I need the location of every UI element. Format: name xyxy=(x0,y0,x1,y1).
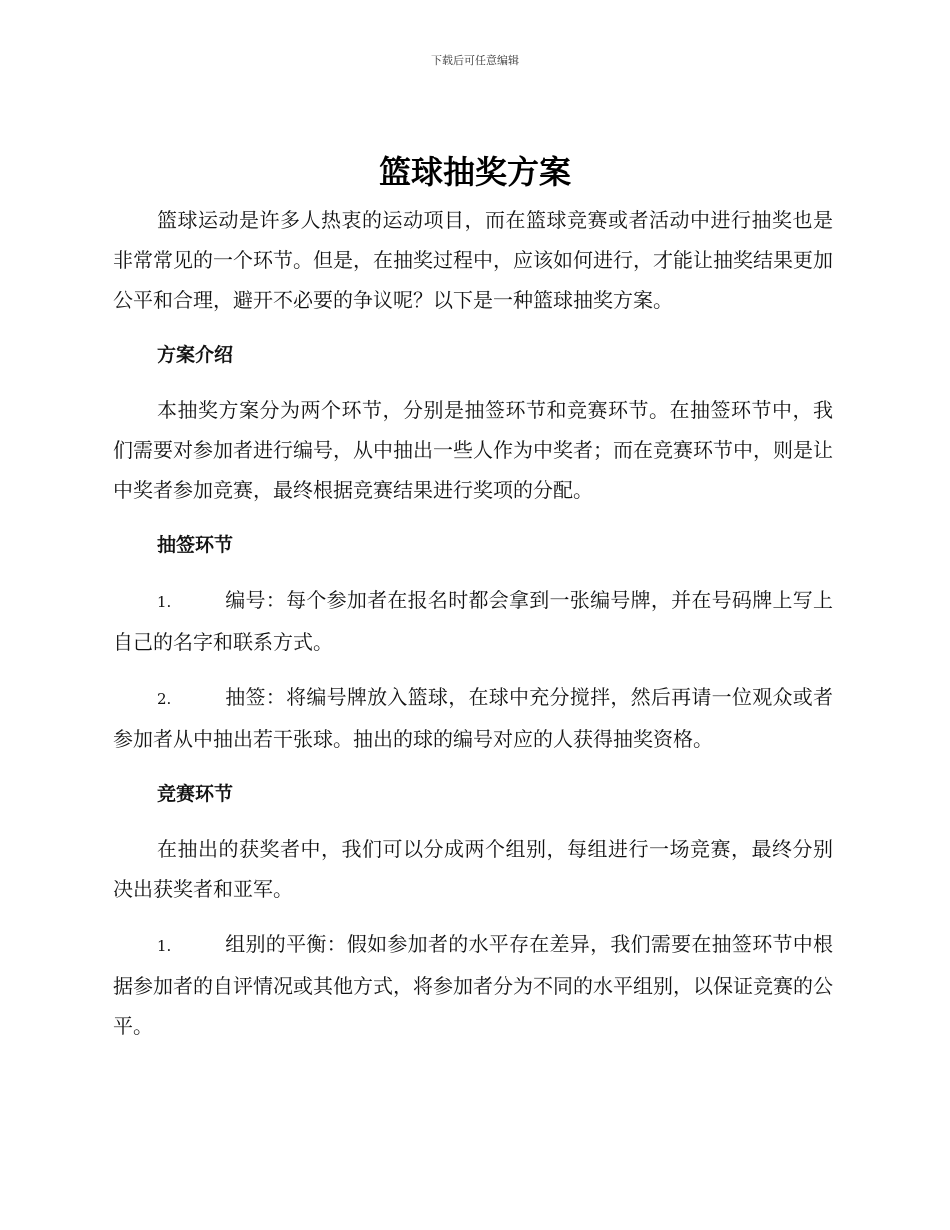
list-number: 2. xyxy=(157,690,172,708)
competition-paragraph: 在抽出的获奖者中，我们可以分成两个组别，每组进行一场竞赛，最终分别决出获奖者和亚军。 xyxy=(113,837,833,901)
spacer xyxy=(113,375,833,390)
list-item-text: 抽签：将编号牌放入篮球，在球中充分搅拌，然后再请一位观众或者参加者从中抽出若干张球。抽出的球的编号对应的人获得抽奖资格。 xyxy=(113,685,833,751)
intro-paragraph: 篮球运动是许多人热衷的运动项目，而在篮球竞赛或者活动中进行抽奖也是非常常见的一个环节。但是，在抽奖过程中，应该如何进行，才能让抽奖结果更加公平和合理，避开不必要的争议呢？以下是一种篮球抽奖方案。 xyxy=(113,208,833,312)
spacer xyxy=(113,320,833,335)
section-heading-draw: 抽签环节 xyxy=(157,534,234,556)
spacer xyxy=(113,759,833,774)
list-item xyxy=(113,580,833,662)
section-heading-plan-intro: 方案介绍 xyxy=(157,344,234,366)
spacer xyxy=(113,814,833,829)
section-heading-competition: 竞赛环节 xyxy=(157,783,234,805)
document-body xyxy=(113,200,833,1046)
list-item-text: 编号：每个参加者在报名时都会拿到一张编号牌，并在号码牌上写上自己的名字和联系方式。 xyxy=(113,588,833,654)
list-item-text: 组别的平衡：假如参加者的水平存在差异，我们需要在抽签环节中根据参加者的自评情况或其他方式，将参加者分为不同的水平组别，以保证竞赛的公平。 xyxy=(113,932,833,1038)
header-note: 下载后可任意编辑 xyxy=(431,54,519,67)
list-item xyxy=(113,924,833,1046)
spacer xyxy=(113,510,833,525)
list-item xyxy=(113,677,833,759)
spacer xyxy=(113,909,833,924)
document-title: 篮球抽奖方案 xyxy=(378,153,571,191)
spacer xyxy=(113,662,833,677)
list-number: 1. xyxy=(157,593,172,611)
plan-intro-paragraph: 本抽奖方案分为两个环节，分别是抽签环节和竞赛环节。在抽签环节中，我们需要对参加者进行编号，从中抽出一些人作为中奖者；而在竞赛环节中，则是让中奖者参加竞赛，最终根据竞赛结果进行奖项的分配。 xyxy=(113,398,833,502)
spacer xyxy=(113,565,833,580)
list-number: 1. xyxy=(157,937,172,955)
